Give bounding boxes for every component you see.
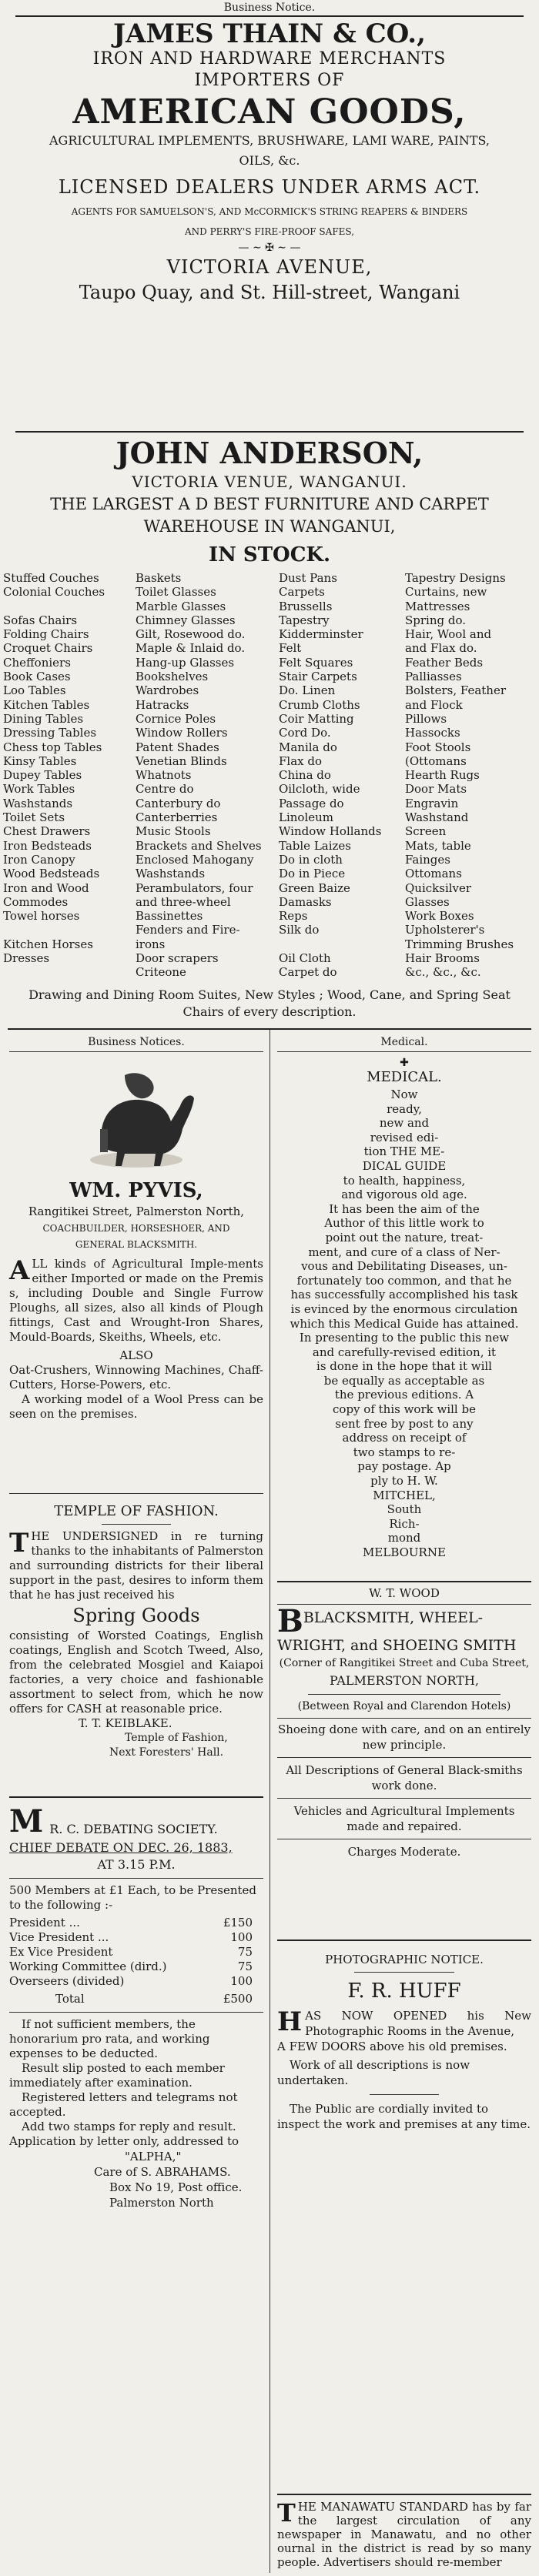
pyvis-body: ALL kinds of Agricultural Imple-ments either Imported or made on the Premis s, including Double and Single Furrow Ploughs, all sizes, also all kinds of Plough fittings, Cast and Wrought-Iron Shares, Mould-Boards, Skeiths, Wheels, etc. bbox=[9, 1255, 263, 1344]
pyvis-heading: Business Notices. bbox=[88, 1036, 185, 1048]
stock-item: Silk do bbox=[279, 923, 320, 937]
wood-advert bbox=[277, 1585, 531, 1859]
medical-line: Rich- bbox=[389, 1516, 420, 1531]
huff-advert bbox=[277, 1952, 531, 2132]
stock-col-2 bbox=[136, 571, 274, 980]
stock-item: Brackets and Shelves bbox=[136, 838, 262, 853]
stock-item: Dupey Tables bbox=[3, 768, 82, 783]
prize-row bbox=[9, 1960, 253, 1974]
medical-line: and carefully-revised edition, it bbox=[312, 1345, 497, 1359]
wood-line2: All Descriptions of General Black-smiths work done. bbox=[286, 1763, 523, 1793]
medical-line: and vigorous old age. bbox=[341, 1188, 467, 1202]
stock-item: Fenders and Fire- bbox=[136, 923, 240, 937]
stock-item: Dresses bbox=[3, 951, 50, 966]
pyvis-advert bbox=[9, 1034, 263, 1422]
stock-item: Croquet Chairs bbox=[3, 641, 93, 656]
anderson-name: JOHN ANDERSON, bbox=[116, 436, 424, 470]
stock-item: Patent Shades bbox=[136, 740, 219, 754]
stock-item: Fainges bbox=[405, 852, 450, 867]
stock-item: Window Rollers bbox=[136, 726, 228, 740]
medical-line: MELBOURNE bbox=[363, 1545, 446, 1559]
debating-advert bbox=[9, 1803, 263, 2210]
medical-line: pay postage. Ap bbox=[357, 1459, 451, 1474]
stock-item: Pillows bbox=[405, 711, 447, 726]
stock-item: Kitchen Tables bbox=[3, 697, 90, 712]
stock-item: Hang-up Glasses bbox=[136, 655, 235, 670]
medical-line: copy of this work will be bbox=[333, 1402, 476, 1417]
stock-item: Curtains, new bbox=[405, 585, 487, 600]
medical-line: new and bbox=[379, 1116, 430, 1131]
rule bbox=[9, 1796, 263, 1798]
anderson-footer-2: Chairs of every description. bbox=[182, 1004, 357, 1019]
medical-line: revised edi- bbox=[370, 1130, 439, 1144]
pyvis-line2: COACHBUILDER, HORSESHOER, AND bbox=[42, 1223, 230, 1234]
medical-line: is evinced by the enormous circulation bbox=[290, 1301, 518, 1316]
stock-item: &c., &c., &c. bbox=[405, 965, 481, 980]
stock-item: Bookshelves bbox=[136, 670, 209, 684]
stock-item: Kinsy Tables bbox=[3, 753, 77, 768]
prize-row bbox=[9, 1945, 253, 1960]
stock-item: Ottomans bbox=[405, 867, 462, 881]
stock-col-3 bbox=[279, 571, 402, 980]
stock-item: Door scrapers bbox=[136, 951, 219, 966]
medical-line: Author of this little work to bbox=[324, 1216, 484, 1231]
stock-item: and three-wheel bbox=[136, 894, 231, 909]
rule bbox=[9, 1493, 263, 1494]
pyvis-name: WM. PYVIS, bbox=[69, 1179, 203, 1202]
stock-item: Toilet Sets bbox=[3, 810, 65, 825]
wood-name: W. T. WOOD bbox=[369, 1586, 440, 1600]
stock-item: Canterberries bbox=[136, 810, 218, 825]
prize-total: Total £500 bbox=[55, 1992, 253, 2006]
prize-value: 100 bbox=[230, 1930, 253, 1944]
stock-item: Crumb Cloths bbox=[279, 697, 360, 712]
drop-cap: M bbox=[9, 1803, 44, 1839]
stock-item: Spring do. bbox=[405, 613, 467, 627]
stock-item: and Flock bbox=[405, 697, 463, 712]
stock-item: Mattresses bbox=[405, 599, 470, 613]
pyvis-line3: GENERAL BLACKSMITH. bbox=[75, 1239, 198, 1250]
thain-line7: AGENTS FOR SAMUELSON'S, AND McCORMICK'S STRING REAPERS & BINDERS bbox=[71, 206, 468, 217]
stock-item: Chest Drawers bbox=[3, 824, 91, 839]
anderson-line1: VICTORIA VENUE, WANGANUI. bbox=[132, 473, 407, 491]
stock-item: Bassinettes bbox=[136, 909, 203, 924]
stock-item: Folding Chairs bbox=[3, 627, 89, 642]
prize-row bbox=[9, 1930, 253, 1945]
thain-line4: AGRICULTURAL IMPLEMENTS, BRUSHWARE, LAMI WARE, PAINTS, bbox=[49, 133, 490, 148]
stock-item: Wood Bedsteads bbox=[3, 867, 100, 881]
stock-item: Cheffoniers bbox=[3, 655, 71, 670]
wood-line1: Shoeing done with care, and on an entirely new principle. bbox=[277, 1722, 531, 1752]
medical-line: is done in the hope that it will bbox=[316, 1359, 492, 1374]
stock-item: Damasks bbox=[279, 894, 332, 909]
medical-line: fortunately too common, and that he bbox=[296, 1273, 512, 1288]
huff-body4: The Public are cordially invited to inspect the work and premises at any time. bbox=[277, 2102, 531, 2131]
medical-line: South bbox=[387, 1502, 422, 1517]
prize-row bbox=[9, 1974, 253, 1989]
stock-item: Hearth Rugs bbox=[405, 768, 480, 783]
medical-line: MITCHEL, bbox=[373, 1488, 436, 1502]
temple-body1: THE UNDERSIGNED in re turning thanks to the inhabitants of Palmerston and surrounding districts for their liberal support in the past, desires to inform them that he has just received his bbox=[9, 1528, 263, 1602]
stock-item bbox=[3, 600, 134, 613]
anderson-advert bbox=[15, 436, 524, 568]
stock-item: Carpets bbox=[279, 585, 325, 600]
debating-line1: CHIEF DEBATE ON DEC. 26, 1883, bbox=[9, 1840, 233, 1855]
medical-line: the previous editions. A bbox=[334, 1388, 474, 1402]
medical-line: In presenting to the public this new bbox=[299, 1331, 510, 1345]
standard-body: THE MANAWATU STANDARD has by far the largest circulation of any newspaper in Manawatu, and no other ournal in the district is read by so many people. Advertisers should re-member bbox=[277, 2498, 531, 2569]
stock-item: Work Tables bbox=[3, 782, 75, 797]
stock-item: Iron Bedsteads bbox=[3, 838, 92, 853]
stock-item: Venetian Blinds bbox=[136, 753, 227, 768]
debating-body: If not sufficient members, the honorarium pro rata, and working expenses to be deducted. bbox=[9, 2017, 210, 2060]
stock-item: Commodes bbox=[3, 894, 69, 909]
temple-sig2: Temple of Fashion, bbox=[125, 1732, 228, 1744]
stock-item: Sofas Chairs bbox=[3, 613, 78, 627]
stock-item: Cornice Poles bbox=[136, 711, 216, 726]
huff-name: F. R. HUFF bbox=[347, 1980, 461, 2003]
thain-line9: VICTORIA AVENUE, bbox=[166, 256, 373, 278]
cross-icon: ✚ bbox=[400, 1057, 409, 1069]
medical-line: be equally as acceptable as bbox=[323, 1373, 485, 1388]
prize-value: 100 bbox=[230, 1974, 253, 1988]
medical-line: ment, and cure of a class of Ner- bbox=[308, 1245, 500, 1259]
stock-item: Linoleum bbox=[279, 810, 334, 825]
prize-value: 75 bbox=[237, 1960, 253, 1973]
thain-line8: AND PERRY'S FIRE-PROOF SAFES, bbox=[184, 226, 355, 237]
stock-item: Stuffed Couches bbox=[3, 571, 99, 585]
stock-item: Chess top Tables bbox=[3, 740, 102, 754]
pyvis-body3: A working model of a Wool Press can be seen on the premises. bbox=[9, 1392, 263, 1421]
stock-item: Tapestry Designs bbox=[405, 571, 506, 585]
stock-item: Hatracks bbox=[136, 697, 189, 712]
thain-line5: OILS, &c. bbox=[239, 153, 300, 168]
stock-item: Book Cases bbox=[3, 670, 71, 684]
stock-item: Reps bbox=[279, 909, 308, 924]
stock-item: Criteone bbox=[136, 965, 186, 980]
stock-item: Stair Carpets bbox=[279, 670, 357, 684]
stock-item: Brussells bbox=[279, 599, 333, 613]
huff-body: HAS NOW OPENED his New Photographic Rooms in the Avenue, bbox=[277, 2006, 531, 2038]
medical-advert bbox=[277, 1034, 531, 1560]
stock-item: Kidderminster bbox=[279, 627, 363, 642]
stock-item: Oilcloth, wide bbox=[279, 782, 360, 797]
medical-line: mond bbox=[387, 1531, 421, 1545]
stock-item: Hair Brooms bbox=[405, 951, 480, 966]
debating-body4: Add two stamps for reply and result. Application by letter only, addressed to bbox=[9, 2120, 239, 2148]
stock-item: Do in cloth bbox=[279, 852, 343, 867]
stock-item: Engravin bbox=[405, 796, 459, 810]
stock-item: Music Stools bbox=[136, 824, 211, 839]
stock-item: Marble Glasses bbox=[136, 599, 226, 613]
medical-line: DICAL GUIDE bbox=[362, 1158, 447, 1173]
stock-item: Feather Beds bbox=[405, 655, 484, 670]
stock-item: Coir Matting bbox=[279, 711, 354, 726]
stock-item: Window Hollands bbox=[279, 824, 382, 839]
huff-heading: PHOTOGRAPHIC NOTICE. bbox=[325, 1953, 484, 1966]
wood-between: (Between Royal and Clarendon Hotels) bbox=[297, 1700, 511, 1712]
debating-body2: Result slip posted to each member immediately after examination. bbox=[9, 2061, 225, 2090]
debating-line2: AT 3.15 P.M. bbox=[97, 1857, 176, 1872]
temple-sig: T. T. KEIBLAKE. bbox=[79, 1716, 172, 1730]
prize-label: President ... bbox=[9, 1916, 80, 1929]
stock-item: Centre do bbox=[136, 782, 194, 797]
stock-item: Do in Piece bbox=[279, 867, 346, 881]
medical-line: ply to H. W. bbox=[370, 1474, 438, 1488]
thain-name: JAMES THAIN & CO., bbox=[113, 18, 426, 49]
stock-item: (Ottomans bbox=[405, 753, 467, 768]
wood-title2: WRIGHT, and SHOEING SMITH bbox=[277, 1637, 517, 1654]
stock-item: Maple & Inlaid do. bbox=[136, 641, 246, 656]
drop-cap: B bbox=[277, 1603, 303, 1639]
medical-line: to health, happiness, bbox=[343, 1173, 466, 1188]
stock-item: Door Mats bbox=[405, 782, 467, 797]
anderson-line3: WAREHOUSE IN WANGANUI, bbox=[143, 517, 396, 536]
medical-line: tion THE ME- bbox=[363, 1144, 445, 1159]
debating-sig3: Box No 19, Post office. bbox=[109, 2180, 243, 2194]
stock-item: Do. Linen bbox=[279, 683, 336, 698]
debating-intro: 500 Members at £1 Each, to be Presented to the following :- bbox=[9, 1883, 257, 1912]
stock-item: Baskets bbox=[136, 571, 182, 585]
stock-item: Manila do bbox=[279, 740, 337, 754]
stock-item: Gilt, Rosewood do. bbox=[136, 627, 246, 642]
stock-item: Hassocks bbox=[405, 726, 460, 740]
wood-line4: Charges Moderate. bbox=[347, 1845, 461, 1859]
thain-line3: AMERICAN GOODS, bbox=[72, 92, 467, 132]
prize-label: Vice President ... bbox=[9, 1930, 109, 1944]
prize-label: Overseers (divided) bbox=[9, 1974, 125, 1988]
horse-illustration-icon bbox=[9, 1052, 263, 1175]
stock-item: Mats, table bbox=[405, 838, 471, 853]
stock-item: Work Boxes bbox=[405, 909, 474, 924]
medical-line: It has been the aim of the bbox=[329, 1201, 480, 1216]
stock-item: Canterbury do bbox=[136, 796, 221, 810]
wood-addr: (Corner of Rangitikei Street and Cuba Street, bbox=[279, 1657, 530, 1669]
stock-item: Iron Canopy bbox=[3, 852, 75, 867]
anderson-line2: THE LARGEST A D BEST FURNITURE AND CARPET bbox=[50, 495, 489, 513]
prize-value: £150 bbox=[223, 1916, 253, 1929]
stock-item: Colonial Couches bbox=[3, 585, 105, 600]
stock-item: China do bbox=[279, 768, 331, 783]
rule bbox=[277, 1581, 531, 1582]
stock-item: irons bbox=[136, 937, 166, 951]
stock-item: Dining Tables bbox=[3, 711, 84, 726]
stock-item: Perambulators, four bbox=[136, 880, 253, 895]
stock-item: Trimming Brushes bbox=[405, 937, 514, 951]
stock-item: Wardrobes bbox=[136, 683, 199, 698]
prize-value: 75 bbox=[237, 1945, 253, 1959]
medical-line: sent free by post to any bbox=[335, 1416, 474, 1431]
stock-item: and Flax do. bbox=[405, 641, 477, 656]
stock-item: Kitchen Horses bbox=[3, 937, 93, 951]
stock-item: Cord Do. bbox=[279, 726, 331, 740]
medical-line: two stamps to re- bbox=[353, 1445, 456, 1459]
prize-label: Ex Vice President bbox=[9, 1945, 113, 1959]
thain-line6: LICENSED DEALERS UNDER ARMS ACT. bbox=[58, 176, 481, 198]
temple-title: TEMPLE OF FASHION. bbox=[54, 1503, 219, 1519]
prize-row bbox=[9, 1916, 253, 1930]
stock-title: IN STOCK. bbox=[208, 543, 331, 566]
wood-title: BLACKSMITH, WHEEL- bbox=[303, 1609, 484, 1626]
prize-table bbox=[9, 1916, 263, 1989]
stock-item: Felt bbox=[279, 641, 302, 656]
medical-line: address on receipt of bbox=[342, 1431, 467, 1445]
stock-item: Hair, Wool and bbox=[405, 627, 492, 642]
stock-item: Palliasses bbox=[405, 670, 462, 684]
temple-body2: consisting of Worsted Coatings, English coatings, English and Scotch Tweed, Also, from the celebrated Mosgiel and Kaiapoi factories, a very choice and fashionable assortment to select from, which he now offers for CASH at reasonable price. bbox=[9, 1629, 263, 1716]
stock-item: Toilet Glasses bbox=[136, 585, 216, 600]
ornament-divider: — ∼ ✠ ∼ — bbox=[238, 242, 301, 254]
medical-heading: Medical. bbox=[380, 1036, 428, 1048]
stock-item: Dust Pans bbox=[279, 571, 337, 585]
temple-sub: Spring Goods bbox=[72, 1605, 200, 1626]
rule bbox=[15, 431, 524, 433]
wood-town: PALMERSTON NORTH, bbox=[329, 1673, 479, 1688]
prize-label: Working Committee (dird.) bbox=[9, 1960, 167, 1973]
thain-line1: IRON AND HARDWARE MERCHANTS bbox=[92, 49, 447, 68]
stock-item: Loo Tables bbox=[3, 683, 66, 698]
medical-line: ready, bbox=[387, 1101, 422, 1116]
stock-item: Washstands bbox=[136, 867, 206, 881]
stock-item: Upholsterer's bbox=[405, 923, 485, 937]
thain-line2: IMPORTERS OF bbox=[194, 71, 345, 90]
medical-title: MEDICAL. bbox=[367, 1069, 442, 1085]
stock-item: Quicksilver bbox=[405, 880, 472, 895]
medical-body bbox=[277, 1088, 531, 1560]
stock-item: Tapestry bbox=[279, 613, 330, 627]
stock-item: Foot Stools bbox=[405, 740, 471, 754]
anderson-footer bbox=[8, 987, 531, 1021]
medical-line: has successfully accomplished his task bbox=[290, 1288, 518, 1302]
medical-line: vous and Debilitating Diseases, un- bbox=[301, 1259, 507, 1274]
stock-col-4 bbox=[405, 571, 537, 980]
stock-item: Passage do bbox=[279, 796, 344, 810]
standard-advert bbox=[277, 2500, 531, 2569]
medical-line: which this Medical Guide has attained. bbox=[290, 1316, 519, 1331]
stock-item: Dressing Tables bbox=[3, 726, 97, 740]
pyvis-body2: Oat-Crushers, Winnowing Machines, Chaff-Cutters, Horse-Powers, etc. bbox=[9, 1363, 263, 1392]
rule bbox=[277, 1940, 531, 1941]
debating-sig: "ALPHA," bbox=[125, 2150, 182, 2163]
thain-advert bbox=[15, 0, 524, 305]
stock-item: Chimney Glasses bbox=[136, 613, 236, 627]
stock-item: Green Baize bbox=[279, 880, 350, 895]
huff-body3: Work of all descriptions is now undertaken. bbox=[277, 2058, 470, 2087]
stock-item: Screen bbox=[405, 824, 447, 839]
stock-item: Table Laizes bbox=[279, 838, 352, 853]
thain-notice: Business Notice. bbox=[223, 2, 316, 14]
medical-line: Now bbox=[390, 1088, 418, 1101]
pyvis-also: ALSO bbox=[119, 1348, 153, 1362]
stock-item: Washstands bbox=[3, 796, 73, 810]
anderson-footer-1: Drawing and Dining Room Suites, New Styles ; Wood, Cane, and Spring Seat bbox=[28, 987, 511, 1002]
stock-item: Felt Squares bbox=[279, 655, 353, 670]
rule bbox=[277, 2494, 531, 2495]
stock-item: Washstand bbox=[405, 810, 469, 825]
debating-sig2: Care of S. ABRAHAMS. bbox=[94, 2165, 231, 2179]
stock-col-1 bbox=[3, 571, 134, 965]
thain-line10: Taupo Quay, and St. Hill-street, Wangani bbox=[79, 282, 460, 303]
medical-line: point out the nature, treat- bbox=[325, 1230, 484, 1245]
huff-body2: A FEW DOORS above his old premises. bbox=[277, 2040, 507, 2053]
debating-title: R. C. DEBATING SOCIETY. bbox=[49, 1822, 218, 1836]
wood-line3: Vehicles and Agricultural Implements made and repaired. bbox=[293, 1804, 515, 1833]
temple-advert bbox=[9, 1502, 263, 1760]
temple-sig3: Next Foresters' Hall. bbox=[109, 1746, 224, 1759]
stock-item: Enclosed Mahogany bbox=[136, 852, 254, 867]
stock-item bbox=[279, 937, 402, 951]
stock-item: Towel horses bbox=[3, 909, 80, 924]
stock-item: Whatnots bbox=[136, 768, 192, 783]
stock-item: Flax do bbox=[279, 753, 323, 768]
stock-item: Carpet do bbox=[279, 965, 337, 980]
pyvis-line1: Rangitikei Street, Palmerston North, bbox=[28, 1204, 245, 1218]
stock-item bbox=[3, 923, 134, 937]
stock-item: Glasses bbox=[405, 894, 450, 909]
debating-sig4: Palmerston North bbox=[109, 2196, 214, 2210]
stock-item: Iron and Wood bbox=[3, 880, 89, 895]
debating-body3: Registered letters and telegrams not accepted. bbox=[9, 2090, 238, 2119]
stock-item: Bolsters, Feather bbox=[405, 683, 507, 698]
stock-item: Oil Cloth bbox=[279, 951, 331, 966]
